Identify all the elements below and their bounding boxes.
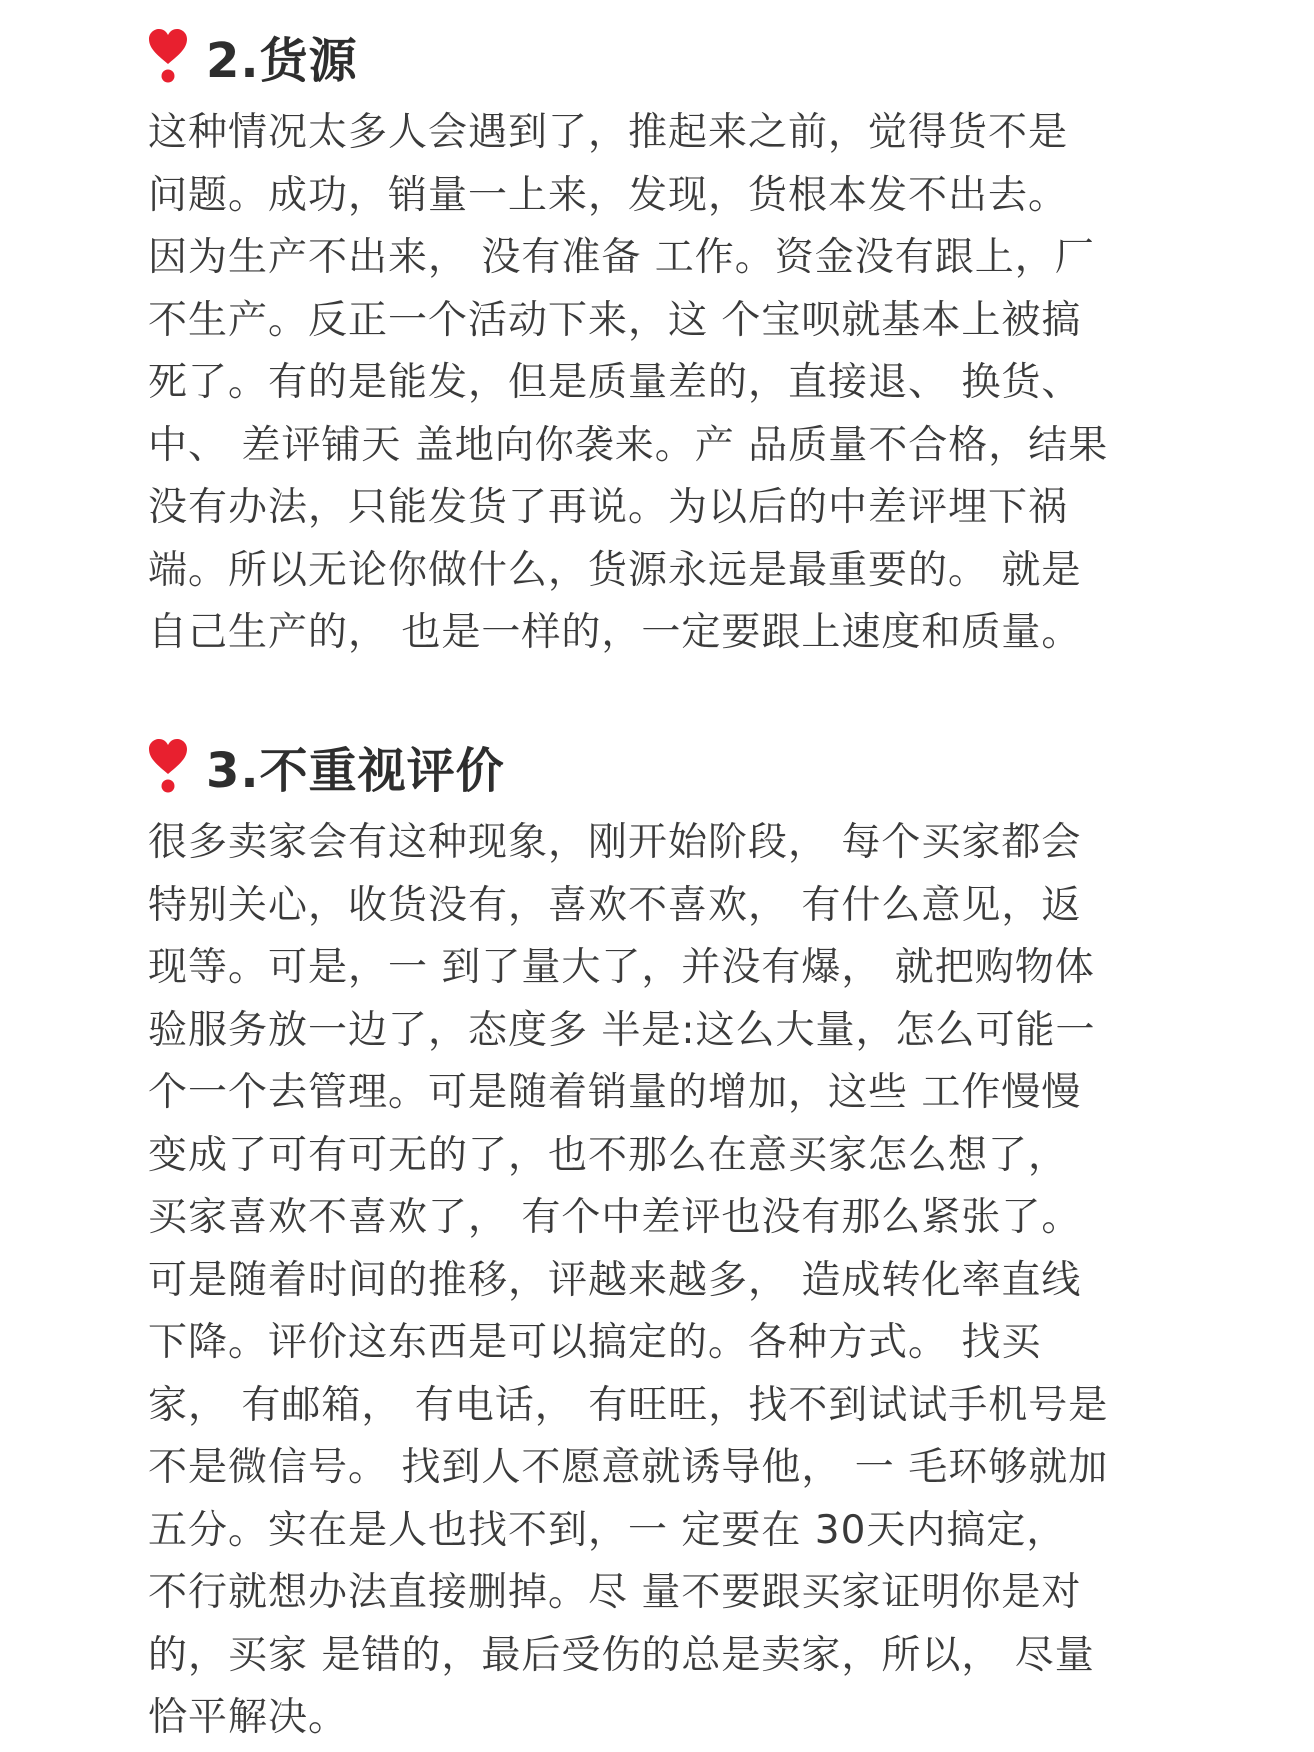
text-line: 不是微信号。 找到人不愿意就诱导他， 一 毛环够就加	[148, 1445, 1109, 1490]
text-line: 这种情况太多人会遇到了，推起来之前，觉得货不是	[148, 110, 1069, 155]
text-line: 可是随着时间的推移，评越来越多， 造成转化率直线	[148, 1257, 1082, 1303]
section-heading	[148, 730, 1178, 802]
text-line: 五分。实在是人也找不到，一 定要在 30天内搞定，	[148, 1507, 1067, 1553]
text-line: 端。所以无论你做什么，货源永远是最重要的。 就是	[148, 547, 1082, 593]
text-line: 自己生产的， 也是一样的，一定要跟上速度和质量。	[148, 610, 1082, 655]
text-line: 的，买家 是错的，最后受伤的总是卖家，所以， 尽量	[148, 1632, 1095, 1678]
text-line: 不行就想办法直接删掉。尽 量不要跟买家证明你是对	[148, 1570, 1082, 1615]
text-line: 没有办法，只能发货了再说。为以后的中差评埋下祸	[148, 485, 1069, 530]
text-line: 下降。评价这东西是可以搞定的。各种方式。 找买	[148, 1320, 1042, 1365]
heavy-exclamation-heart-icon	[148, 28, 188, 84]
text-line: 现等。可是，一 到了量大了，并没有爆， 就把购物体	[148, 945, 1095, 990]
text-line: 不生产。反正一个活动下来，这 个宝呗就基本上被搞	[148, 297, 1082, 343]
text-line: 买家喜欢不喜欢了， 有个中差评也没有那么紧张了。	[148, 1195, 1082, 1240]
text-line: 问题。成功，销量一上来，发现，货根本发不出去。	[148, 172, 1069, 218]
section-title: 2.货源	[206, 32, 358, 89]
section-supply	[148, 20, 1178, 665]
section-body	[148, 812, 1178, 1750]
text-line: 验服务放一边了，态度多 半是:这么大量，怎么可能一	[148, 1007, 1096, 1053]
section-heading	[148, 20, 1178, 92]
heavy-exclamation-heart-icon	[148, 738, 188, 794]
text-line: 家， 有邮箱， 有电话， 有旺旺，找不到试试手机号是	[148, 1382, 1109, 1428]
section-body	[148, 102, 1178, 665]
text-line: 死了。有的是能发，但是质量差的，直接退、 换货、	[148, 360, 1082, 405]
section-title: 3.不重视评价	[206, 742, 505, 799]
text-line: 特别关心，收货没有，喜欢不喜欢， 有什么意见，返	[148, 882, 1082, 928]
text-line: 恰平解决。	[148, 1695, 349, 1740]
text-line: 变成了可有可无的了，也不那么在意买家怎么想了，	[148, 1132, 1069, 1178]
text-line: 因为生产不出来， 没有准备 工作。资金没有跟上，厂	[148, 235, 1095, 280]
section-reviews	[148, 730, 1178, 1750]
text-line: 中、 差评铺天 盖地向你袭来。产 品质量不合格，结果	[148, 422, 1109, 468]
text-line: 很多卖家会有这种现象，刚开始阶段， 每个买家都会	[148, 820, 1082, 865]
text-line: 个一个去管理。可是随着销量的增加，这些 工作慢慢	[148, 1070, 1082, 1115]
